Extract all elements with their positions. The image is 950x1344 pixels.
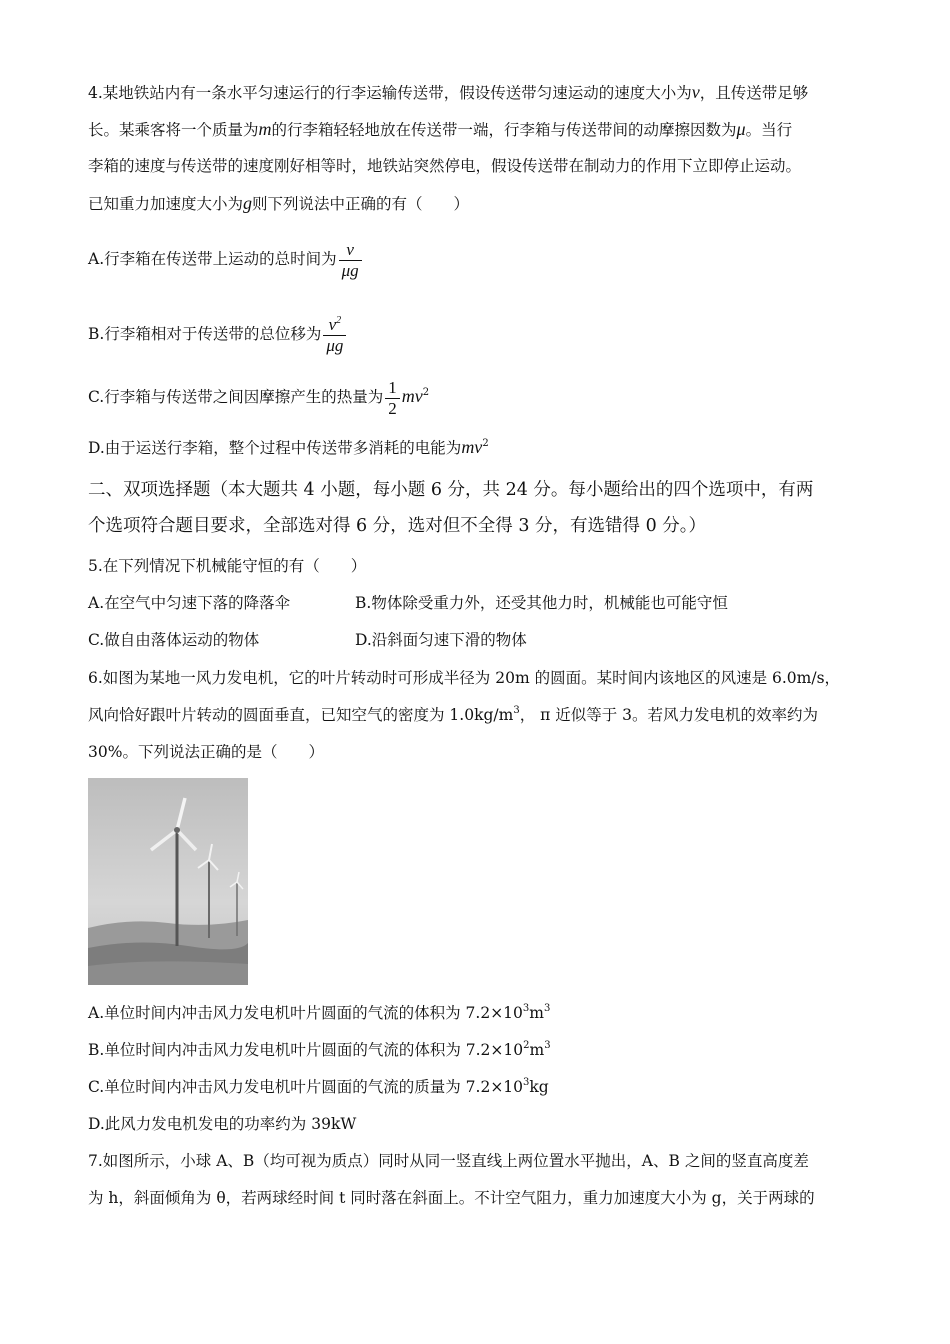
q4-stem-line-1: 4.某地铁站内有一条水平匀速运行的行李运输传送带，假设传送带匀速运动的速度大小为v，且传送带足够 — [88, 82, 809, 102]
section-2-heading-line-2: 个选项符合题目要求，全部选对得 6 分，选对但不全得 3 分，有选错得 0 分。） — [88, 516, 707, 536]
q4-stem-line-4: 已知重力加速度大小为g则下列说法中正确的有（ ） — [88, 193, 470, 213]
q4-stem-line-3: 李箱的速度与传送带的速度刚好相等时，地铁站突然停电，假设传送带在制动力的作用下立即停止运动。 — [88, 157, 802, 175]
q4-option-b: B.行李箱相对于传送带的总位移为 $\frac{v^2}{\mu g}$ — [88, 310, 348, 358]
q4-stem-line-2: 长。某乘客将一个质量为m的行李箱轻轻地放在传送带一端，行李箱与传送带间的动摩擦因数为μ。当行 — [88, 119, 793, 139]
q6-option-c: C.单位时间内冲击风力发电机叶片圆面的气流的质量为 $7.2\times 10^3kg$ — [88, 1077, 549, 1096]
q5-stem: 5.在下列情况下机械能守恒的有（ ） — [88, 557, 367, 575]
q5-option-a: A.在空气中匀速下落的降落伞 — [88, 594, 291, 612]
q5-option-b: B.物体除受重力外，还受其他力时，机械能也可能守恒 — [355, 594, 728, 612]
q4-option-a: A.行李箱在传送带上运动的总时间为 $\frac{v}{\mu g}$ — [88, 237, 364, 281]
q5-option-c: C.做自由落体运动的物体 — [88, 631, 260, 649]
wind-turbine-photo — [88, 778, 248, 985]
q4-option-b-fraction: $\frac{v^2}{\mu g}$ — [323, 315, 346, 356]
q4-option-a-fraction: $\frac{v}{\mu g}$ — [339, 240, 362, 281]
q6-option-a: A.单位时间内冲击风力发电机叶片圆面的气流的体积为 $7.2\times 10^3m^3$ — [88, 1003, 551, 1022]
q6-option-d: D.此风力发电机发电的功率约为 39kW — [88, 1115, 357, 1133]
q7-stem-line-1: 7.如图所示，小球 A、B（均可视为质点）同时从同一竖直线上两位置水平抛出，A、B 之间的竖直高度差 — [88, 1152, 809, 1170]
section-2-heading-line-1: 二、双项选择题（本大题共 4 小题，每小题 6 分，共 24 分。每小题给出的四个选项中，有两 — [88, 480, 814, 500]
q4-option-d: D.由于运送行李箱，整个过程中传送带多消耗的电能为$mv^2$ — [88, 437, 489, 457]
q6-stem-line-1: 6.如图为某地一风力发电机，它的叶片转动时可形成半径为 20m 的圆面。某时间内该地区的风速是 6.0m/s， — [88, 669, 841, 687]
q6-stem-line-2: 风向恰好跟叶片转动的圆面垂直，已知空气的密度为 $1.0kg/m^3$， π 近似等于 3。若风力发电机的效率约为 — [88, 705, 819, 724]
q6-stem-line-3: 30%。下列说法正确的是（ ） — [88, 743, 324, 761]
q6-option-b: B.单位时间内冲击风力发电机叶片圆面的气流的体积为 $7.2\times 10^2m^3$ — [88, 1040, 551, 1059]
q4-option-c-fraction: $\frac{1}{2}$ — [385, 378, 400, 419]
q5-option-d: D.沿斜面匀速下滑的物体 — [355, 631, 527, 649]
q7-stem-line-2: 为 h，斜面倾角为 θ，若两球经时间 t 同时落在斜面上。不计空气阻力，重力加速度大小为 g，关于两球的 — [88, 1189, 815, 1207]
q4-option-c: C.行李箱与传送带之间因摩擦产生的热量为 $\frac{1}{2}$ $mv^2$ — [88, 377, 430, 418]
